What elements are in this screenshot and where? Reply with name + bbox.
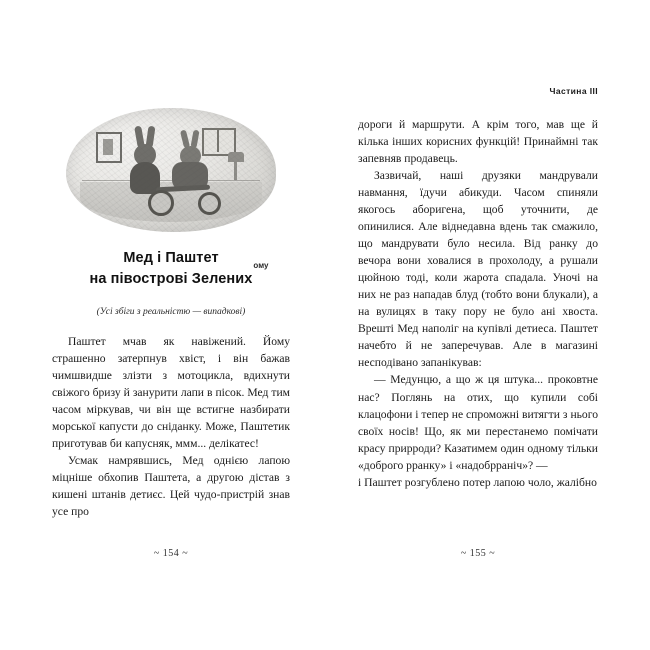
page-left: [52, 86, 290, 566]
paragraph: Зазвичай, наші друзяки мандрували навмання, їдучи абикуди. Часом спиняли якогось аборигена, щоб уточнити, де опинилися. Але віднедавна вдень так смажило, що мандрувати було несила. Від ранку до вечора вони ховалися в прохолоду, а рушали цюйною тоді, коли жарота спадала. Уночі на них не раз нападав блуд (тобто вони блукали), а на вулицях в таку пору не було ані хвоста. Врешті Мед наполіг на купівлі детиеса. Паштет начебто й не заперечував. Але в магазині несподівано запанікував:: [358, 169, 598, 370]
paragraph: і Паштет розгублено потер лапою чоло, жалібно: [358, 475, 597, 489]
chapter-illustration: [52, 108, 290, 234]
chapter-title: [52, 248, 290, 289]
chapter-title-line-2-wrap: [89, 260, 269, 290]
chapter-disclaimer-note: (Усі збіги з реальністю — випадкові): [96, 307, 246, 318]
left-page-body: [52, 333, 290, 520]
running-head: Частина III: [549, 86, 598, 96]
page-number-left: ~ 154 ~: [153, 548, 189, 559]
right-page-body: [358, 116, 598, 491]
illustration-texture: [66, 108, 276, 232]
paragraph: дороги й маршрути. А крім того, мав ще й кілька інших корисних функцій! Принаймні так запевняв продавець.: [358, 118, 598, 166]
chapter-title-line-2: на півострові Зелених: [89, 270, 253, 287]
paragraph: Паштет мчав як навіжений. Йому страшенно затерпнув хвіст, і він бажав чимшвидше злізти з мотоцикла, вдихнути свіжого бризу й занурити лапи в пісок. Мед тим часом міркував, чи він ще встигне назбирати морської капусти до сніданку. Може, Паштетик приготував би капусняк, ммм... делікатес!: [52, 335, 290, 451]
chapter-title-line-1: Мед і Паштет: [123, 250, 219, 266]
paragraph: — Медунцю, а що ж ця штука... проковтне нас? Поглянь на отих, що купили собі клацофони і тепер не спроможні витягти з нього своїх носів! Що, як ми перестанемо помічати красу прирроди? Казатимем один одному тільки «доброго рранку» і «надобрраніч»? —: [358, 373, 598, 472]
page-right: [358, 86, 598, 566]
paragraph: Усмак намрявшись, Мед однією лапою міцніше обхопив Паштета, а другою дістав з кишені штанів детиєс. Цей чудо-пристрій знав усе про: [52, 454, 290, 519]
chapter-title-superscript: ому: [253, 260, 269, 270]
page-number-right: ~ 155 ~: [460, 548, 496, 559]
